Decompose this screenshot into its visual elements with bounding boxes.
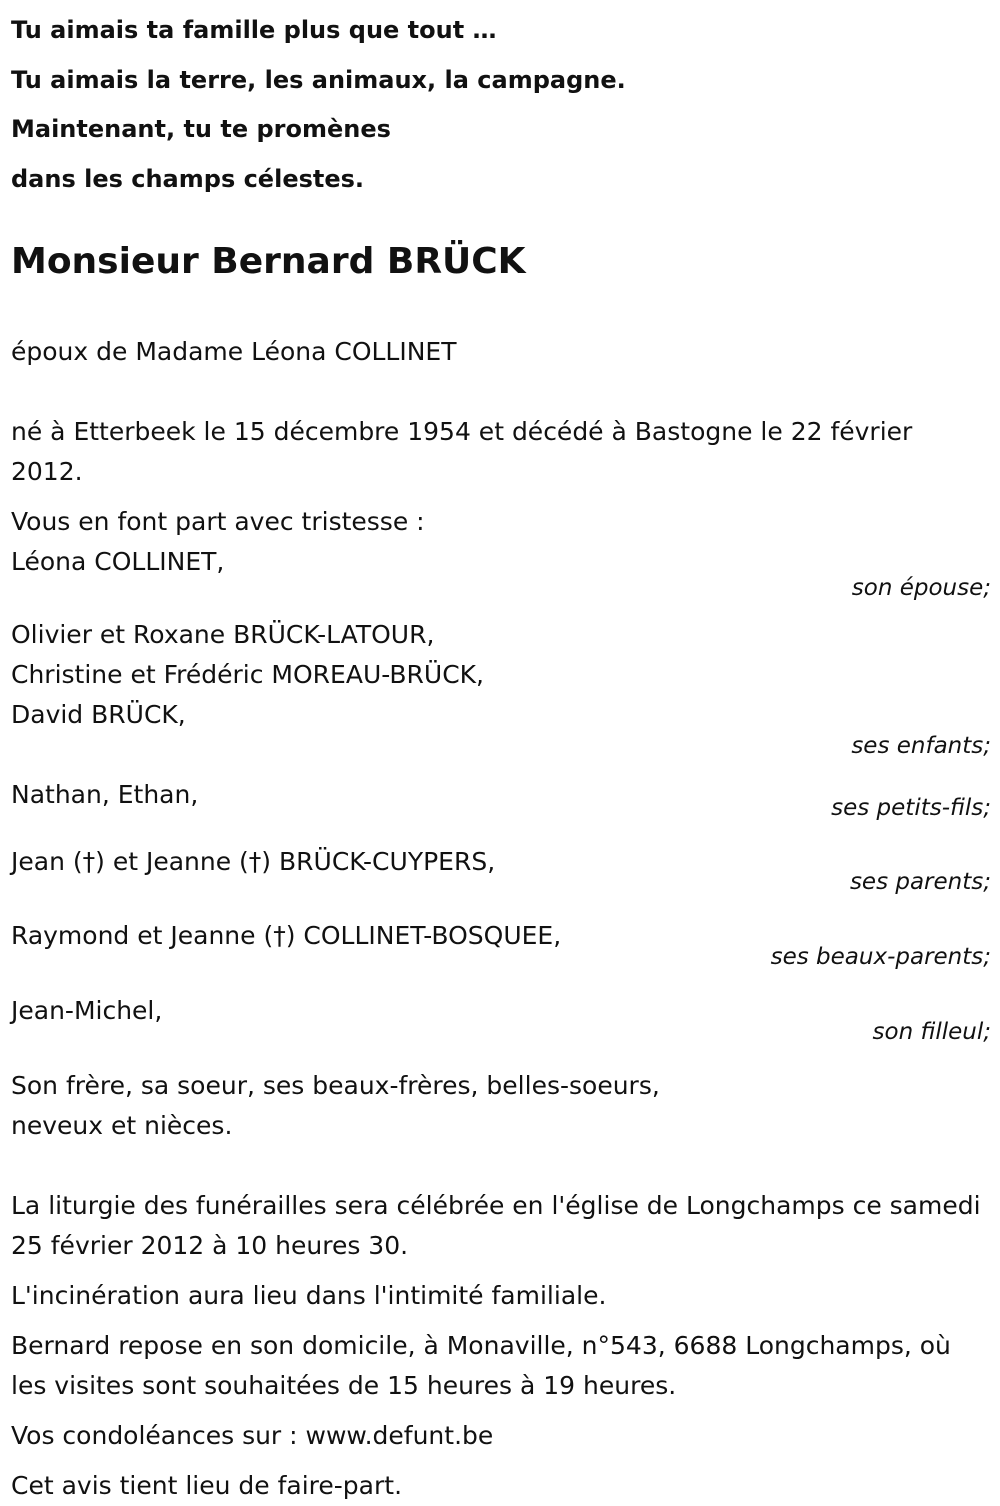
relation-label: ses enfants; xyxy=(851,733,991,759)
relation-label: ses parents; xyxy=(849,869,991,895)
obituary-notice xyxy=(11,0,991,1506)
family-member-line: Olivier et Roxane BRÜCK-LATOUR, xyxy=(11,620,435,649)
announcement-intro: Vous en font part avec tristesse : xyxy=(11,507,425,536)
family-member-line: Christine et Frédéric MOREAU-BRÜCK, xyxy=(11,660,484,689)
relation-label: ses petits-fils; xyxy=(831,795,991,821)
poem-line: dans les champs célestes. xyxy=(11,164,365,193)
spouse-line: époux de Madame Léona COLLINET xyxy=(11,337,457,366)
birth-death-line: né à Etterbeek le 15 décembre 1954 et décédé à Bastogne le 22 février 2012. xyxy=(11,417,913,486)
visitation-paragraph: Bernard repose en son domicile, à Monaville, n°543, 6688 Longchamps, où les visites sont souhaitées de 15 heures à 19 heures. xyxy=(11,1331,951,1400)
relation-label: son filleul; xyxy=(872,1019,991,1045)
family-member-line: Nathan, Ethan, xyxy=(11,780,199,809)
relation-label: son épouse; xyxy=(851,575,991,601)
family-member-line: Son frère, sa soeur, ses beaux-frères, belles-soeurs, xyxy=(11,1071,660,1100)
cremation-paragraph: L'incinération aura lieu dans l'intimité familiale. xyxy=(11,1281,607,1310)
family-group-grandsons xyxy=(11,775,991,820)
family-group-siblings xyxy=(11,1066,991,1146)
poem-line: Tu aimais ta famille plus que tout … xyxy=(11,16,497,44)
liturgy-paragraph: La liturgie des funérailles sera célébrée en l'église de Longchamps ce samedi 25 février 2012 à 10 heures 30. xyxy=(11,1191,981,1260)
family-group-children xyxy=(11,615,991,758)
family-member-line: Léona COLLINET, xyxy=(11,547,225,576)
deceased-name: Monsieur Bernard BRÜCK xyxy=(11,241,526,282)
family-member-line: Jean (†) et Jeanne (†) BRÜCK-CUYPERS, xyxy=(11,847,496,876)
poem-line: Tu aimais la terre, les animaux, la campagne. xyxy=(11,65,626,94)
condolences-line: Vos condoléances sur : www.defunt.be xyxy=(11,1421,494,1450)
family-group-parents xyxy=(11,842,991,894)
relation-label: ses beaux-parents; xyxy=(770,944,991,970)
family-group-spouse xyxy=(11,542,991,600)
notice-line: Cet avis tient lieu de faire-part. xyxy=(11,1471,403,1500)
family-group-godson xyxy=(11,991,991,1044)
family-member-line: David BRÜCK, xyxy=(11,700,186,729)
family-member-line: Jean-Michel, xyxy=(11,996,163,1025)
family-member-line: neveux et nièces. xyxy=(11,1111,233,1140)
family-member-line: Raymond et Jeanne (†) COLLINET-BOSQUEE, xyxy=(11,921,562,950)
family-group-parents-in-law xyxy=(11,916,991,969)
poem xyxy=(11,6,991,204)
poem-line: Maintenant, tu te promènes xyxy=(11,115,391,143)
